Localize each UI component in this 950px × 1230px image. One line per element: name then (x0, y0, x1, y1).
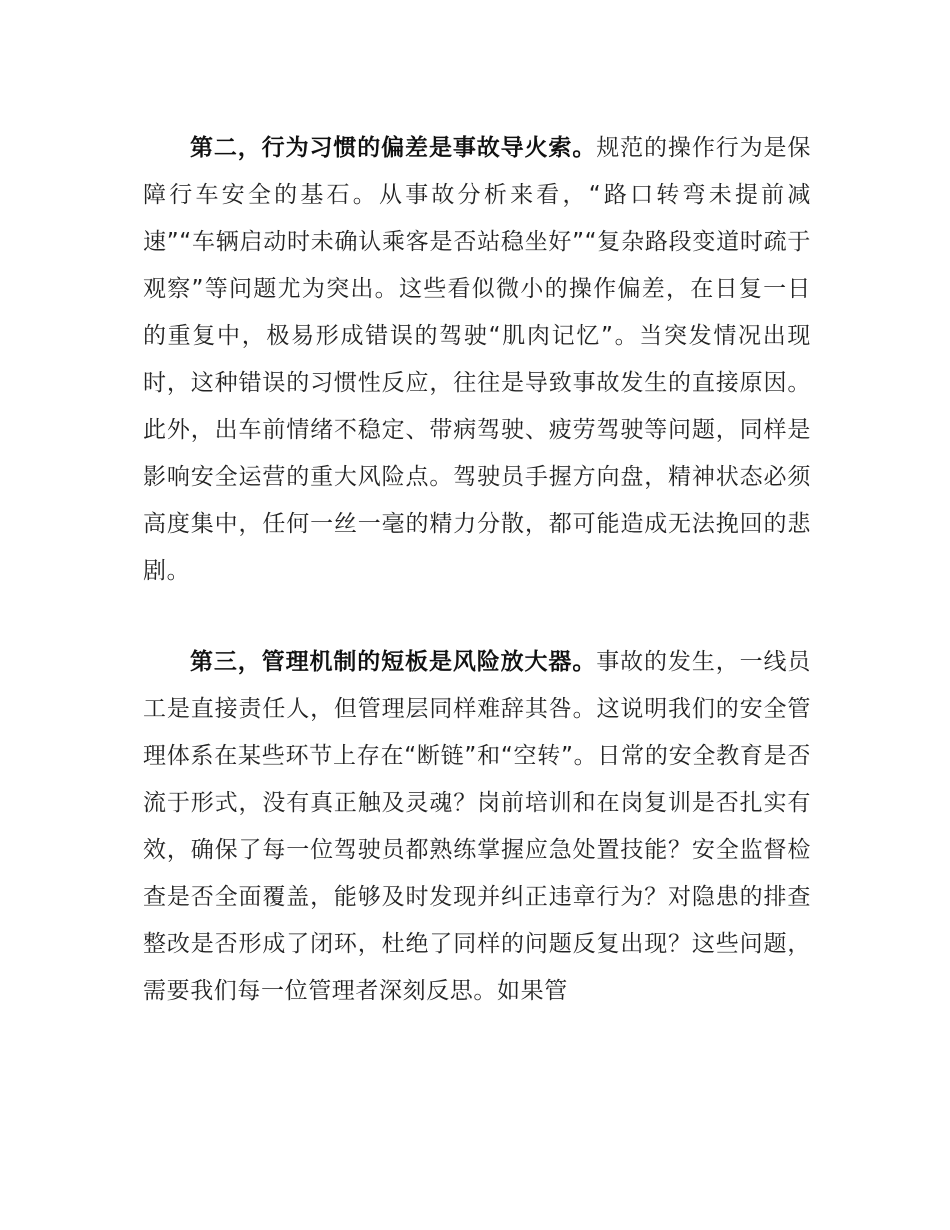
document-page (143, 125, 811, 1015)
paragraph-body: 事故的发生，一线员工是直接责任人，但管理层同样难辞其咎。这说明我们的安全管理体系在某些环节上存在“断链”和“空转”。日常的安全教育是否流于形式，没有真正触及灵魂？岗前培训和在岗复训是否扎实有效，确保了每一位驾驶员都熟练掌握应急处置技能？安全监督检查是否全面覆盖，能够及时发现并纠正违章行为？对隐患的排查整改是否形成了闭环，杜绝了同样的问题反复出现？这些问题，需要我们每一位管理者深刻反思。如果管 (143, 649, 811, 1004)
paragraph-management-mechanism (143, 639, 811, 1015)
paragraph-body: 规范的操作行为是保障行车安全的基石。从事故分析来看，“路口转弯未提前减速”“车辆启动时未确认乘客是否站稳坐好”“复杂路段变道时疏于观察”等问题尤为突出。这些看似微小的操作偏差，在日复一日的重复中，极易形成错误的驾驶“肌肉记忆”。当突发情况出现时，这种错误的习惯性反应，往往是导致事故发生的直接原因。此外，出车前情绪不稳定、带病驾驶、疲劳驾驶等问题，同样是影响安全运营的重大风险点。驾驶员手握方向盘，精神状态必须高度集中，任何一丝一毫的精力分散，都可能造成无法挽回的悲剧。 (143, 135, 811, 584)
paragraph-behavior-habits (143, 125, 811, 595)
paragraph-heading: 第二，行为习惯的偏差是事故导火索。 (190, 135, 597, 161)
paragraph-heading: 第三，管理机制的短板是风险放大器。 (190, 649, 597, 675)
